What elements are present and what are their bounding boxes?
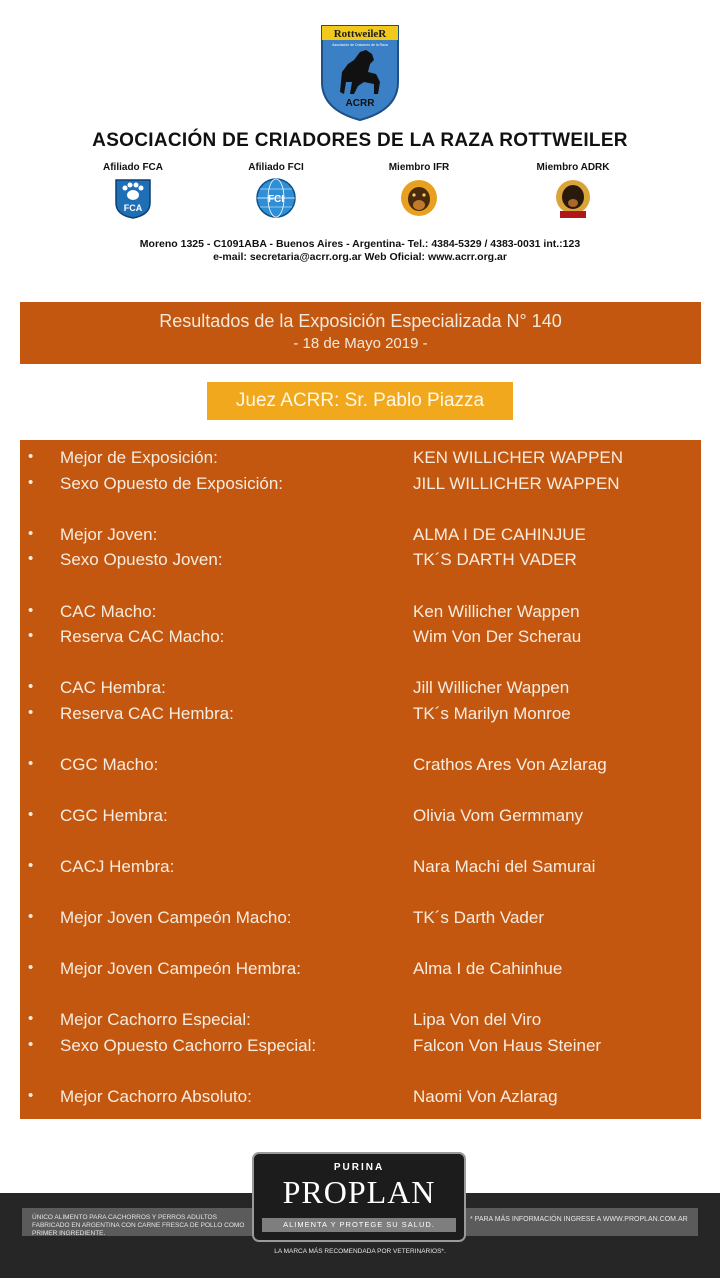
organization-name: ASOCIACIÓN DE CRIADORES DE LA RAZA ROTTWEILER bbox=[92, 130, 628, 151]
result-category: Mejor de Exposición: bbox=[60, 448, 218, 467]
result-row: • Mejor de Exposición: KEN WILLICHER WAPPEN bbox=[28, 448, 624, 467]
result-winner: Olivia Vom Germmany bbox=[413, 806, 584, 825]
result-row: • Mejor Joven Campeón Macho: TK´s Darth Vader bbox=[28, 908, 545, 927]
result-row: • Mejor Cachorro Absoluto: Naomi Von Azlarag bbox=[28, 1087, 558, 1106]
result-category: Sexo Opuesto Joven: bbox=[60, 550, 223, 569]
result-row: • Mejor Cachorro Especial: Lipa Von del Viro bbox=[28, 1010, 542, 1029]
result-category: Mejor Cachorro Especial: bbox=[60, 1010, 251, 1029]
result-row: • Reserva CAC Macho: Wim Von Der Scherau bbox=[28, 627, 582, 646]
fci-globe-icon bbox=[255, 177, 297, 219]
result-row: • Sexo Opuesto de Exposición: JILL WILLICHER WAPPEN bbox=[28, 474, 620, 493]
affiliation-fci bbox=[221, 162, 331, 219]
fca-paw-icon bbox=[113, 177, 153, 219]
result-category: Sexo Opuesto de Exposición: bbox=[60, 474, 284, 493]
result-winner: JILL WILLICHER WAPPEN bbox=[413, 474, 620, 493]
logo-subtitle: Asociación de Criadores de la Raza bbox=[332, 43, 388, 47]
result-row: • Sexo Opuesto Cachorro Especial: Falcon Von Haus Steiner bbox=[28, 1036, 602, 1055]
footer-disclaimer: ÚNICO ALIMENTO PARA CACHORROS Y PERROS ADULTOS FABRICADO EN ARGENTINA CON CARNE FRESCA DE POLLO COMO PRIMER INGREDIENTE. bbox=[32, 1214, 245, 1237]
logo-acrr: ACRR bbox=[345, 98, 375, 109]
acrr-logo bbox=[318, 22, 402, 122]
event-title-box bbox=[20, 302, 701, 364]
result-category: CAC Macho: bbox=[60, 602, 157, 621]
result-row: • Mejor Joven Campeón Hembra: Alma I de Cahinhue bbox=[28, 959, 563, 978]
address-line: Moreno 1325 - C1091ABA - Buenos Aires - Argentina- Tel.: 4384-5329 / 4383-0031 int.:123 bbox=[139, 238, 581, 250]
result-winner: Ken Willicher Wappen bbox=[413, 602, 580, 621]
result-row: • CAC Macho: Ken Willicher Wappen bbox=[28, 602, 580, 621]
footer-recommendation: LA MARCA MÁS RECOMENDADA POR VETERINARIOS*. bbox=[274, 1248, 446, 1255]
result-row: • CGC Hembra: Olivia Vom Germmany bbox=[28, 806, 584, 825]
result-winner: TK´s Darth Vader bbox=[413, 908, 545, 927]
adrk-dog-head-icon bbox=[551, 177, 595, 221]
affiliation-label: Afiliado FCA bbox=[103, 162, 163, 173]
result-row: • Sexo Opuesto Joven: TK´S DARTH VADER bbox=[28, 550, 577, 569]
result-row: • Reserva CAC Hembra: TK´s Marilyn Monroe bbox=[28, 704, 571, 723]
affiliation-label: Miembro IFR bbox=[388, 162, 450, 173]
result-category: Sexo Opuesto Cachorro Especial: bbox=[60, 1036, 317, 1055]
result-winner: Nara Machi del Samurai bbox=[413, 857, 596, 876]
event-title: Resultados de la Exposición Especializada N° 140 bbox=[159, 311, 562, 331]
ifr-dog-head-icon bbox=[397, 177, 441, 219]
result-category: CGC Macho: bbox=[60, 755, 159, 774]
judge-label: Juez ACRR: Sr. Pablo Piazza bbox=[207, 382, 513, 420]
proplan-name: PROPLAN bbox=[282, 1174, 436, 1210]
proplan-tagline: ALIMENTA Y PROTEGE SU SALUD. bbox=[262, 1218, 456, 1232]
result-category: CAC Hembra: bbox=[60, 678, 166, 697]
result-winner: Falcon Von Haus Steiner bbox=[413, 1036, 602, 1055]
svg-text:FCI: FCI bbox=[267, 194, 285, 205]
results-list bbox=[20, 440, 701, 1119]
affiliation-adrk bbox=[518, 162, 628, 221]
affiliation-label: Miembro ADRK bbox=[536, 162, 610, 173]
footer-more-info: * PARA MÁS INFORMACIÓN INGRESE A WWW.PROPLAN.COM.AR bbox=[470, 1216, 688, 1223]
event-date: - 18 de Mayo 2019 - bbox=[293, 335, 428, 352]
result-category: Reserva CAC Hembra: bbox=[60, 704, 234, 723]
result-category: Mejor Joven Campeón Macho: bbox=[60, 908, 292, 927]
result-winner: Jill Willicher Wappen bbox=[413, 678, 570, 697]
result-row: • CAC Hembra: Jill Willicher Wappen bbox=[28, 678, 570, 697]
affiliation-ifr bbox=[364, 162, 474, 219]
result-winner: Crathos Ares Von Azlarag bbox=[413, 755, 607, 774]
result-winner: KEN WILLICHER WAPPEN bbox=[413, 448, 624, 467]
result-category: CACJ Hembra: bbox=[60, 857, 175, 876]
proplan-logo bbox=[252, 1152, 466, 1242]
result-row: • CGC Macho: Crathos Ares Von Azlarag bbox=[28, 755, 607, 774]
result-winner: TK´S DARTH VADER bbox=[413, 550, 577, 569]
result-category: CGC Hembra: bbox=[60, 806, 168, 825]
svg-text:FCA: FCA bbox=[123, 203, 143, 213]
result-row: • CACJ Hembra: Nara Machi del Samurai bbox=[28, 857, 596, 876]
result-category: Mejor Cachorro Absoluto: bbox=[60, 1087, 252, 1106]
affiliation-fca bbox=[78, 162, 188, 219]
result-winner: Naomi Von Azlarag bbox=[413, 1087, 558, 1106]
result-category: Reserva CAC Macho: bbox=[60, 627, 225, 646]
affiliation-label: Afiliado FCI bbox=[248, 162, 304, 173]
result-winner: Lipa Von del Viro bbox=[413, 1010, 542, 1029]
purina-label: PURINA bbox=[333, 1162, 385, 1173]
contact-line: e-mail: secretaria@acrr.org.ar Web Oficial: www.acrr.org.ar bbox=[213, 251, 507, 263]
result-winner: Wim Von Der Scherau bbox=[413, 627, 582, 646]
result-winner: TK´s Marilyn Monroe bbox=[413, 704, 571, 723]
result-winner: Alma I de Cahinhue bbox=[413, 959, 563, 978]
logo-title: RottweileR bbox=[333, 28, 387, 40]
result-winner: ALMA I DE CAHINJUE bbox=[413, 525, 586, 544]
result-category: Mejor Joven: bbox=[60, 525, 158, 544]
result-row: • Mejor Joven: ALMA I DE CAHINJUE bbox=[28, 525, 586, 544]
result-category: Mejor Joven Campeón Hembra: bbox=[60, 959, 301, 978]
